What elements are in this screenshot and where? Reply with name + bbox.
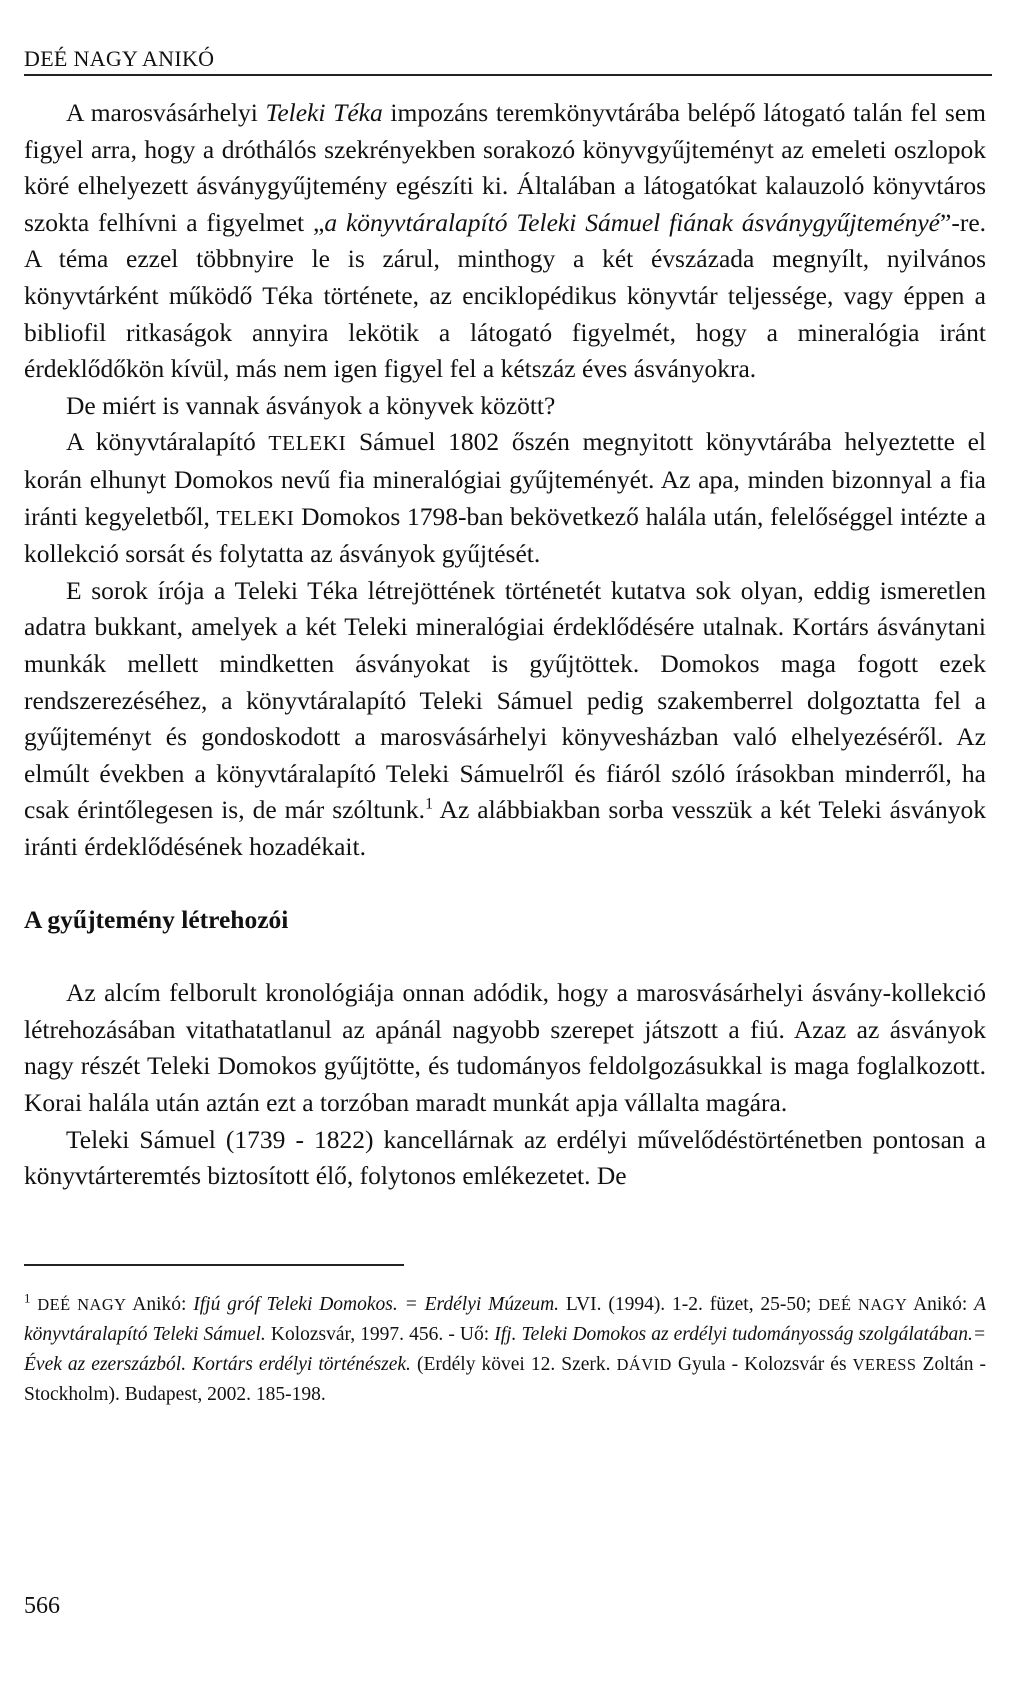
paragraph-2: De miért is vannak ásványok a könyvek között?	[66, 390, 556, 420]
running-header	[24, 42, 992, 76]
paragraph-6: Teleki Sámuel (1739 - 1822) kancellárnak az erdélyi művelődéstörténetben pontosan a könyvtárteremtés biztosított élő, folytonos emlékezetet. De	[24, 1124, 986, 1191]
footnote-number: 1	[24, 1290, 31, 1306]
paragraph-5: Az alcím felborult kronológiája onnan adódik, hogy a marosvásárhelyi ásvány-kollekció létrehozásában vitathatatlanul az apánál nagyobb szerepet játszott a fiú. Azaz az ásványok nagy részét Teleki Domokos gyűjtötte, és tudományos feldolgozásukkal is maga foglalkozott. Korai halála után aztán ezt a torzóban maradt munkát apja vállalta magára.	[24, 978, 986, 1118]
italic-quote: a könyvtáralapító Teleki Sámuel fiának ásványgyűjteményé	[324, 207, 941, 237]
footnote-divider	[24, 1264, 404, 1266]
paragraph-4: E sorok írója a Teleki Téka létrejöttének történetét kutatva sok olyan, eddig ismeretlen adatra bukkant, amelyek a két Teleki mineralógiai érdeklődésére utalnak. Kortárs ásványtani munkák mellett mindketten ásványokat is gyűjtöttek. Domokos maga fogott ezek rendszerezéséhez, a könyvtáralapító Teleki Sámuel pedig szakemberrel dolgoztatta fel a gyűjteményt és gondoskodott a marosvásárhelyi könyvesházban való elhelyezéséről. Az elmúlt években a könyvtáralapító Teleki Sámuelről és fiáról szóló írásokban minderről, ha csak érintőlegesen is, de már szóltunk.$^1$ Az alábbiakban sorba vesszük a két Teleki ásványok iránti érdeklődésének hozadékait.	[24, 575, 986, 861]
footnote: $^1$ DEÉ NAGY Anikó: Ifjú gróf Teleki Domokos. = Erdélyi Múzeum. LVI. (1994). 1-2. füzet, 25-50; DEÉ NAGY Anikó: A könyvtáralapító Teleki Sámuel. Kolozsvár, 1997. 456. - Uő: Ifj. Teleki Domokos az erdélyi tudományosság szolgálatában.= Évek az ezerszázból. Kortárs erdélyi történészek. (Erdély kövei 12. Szerk. DÁVID Gyula - Kolozsvár és VERESS Zoltán - Stockholm). Budapest, 2002. 185-198.	[24, 1290, 987, 1405]
paragraph-1: A marosvásárhelyi Teleki Téka impozáns teremkönyvtárába belépő látogató talán fel sem figyel arra, hogy a dróthálós szekrényekben sorakozó könyvgyűjteményt az emeleti oszlopok köré elhelyezett ásványgyűjtemény egészíti ki. Általában a látogatókat kalauzoló könyvtáros szokta felhívni a figyelmet „a könyvtáralapító Teleki Sámuel fiának ásványgyűjteményé”-re. A téma ezzel többnyire le is zárul, minthogy a két évszázada megnyílt, nyilvános könyvtárként működő Téka története, az enciklopédikus könyvtár teljessége, vagy éppen a bibliofil ritkaságok annyira lekötik a látogató figyelmét, hogy a mineralógia iránt érdeklődőkön kívül, más nem igen figyel fel a kétszáz éves ásványokra.	[24, 98, 987, 384]
page-number: 566	[24, 1593, 60, 1619]
footnote-ref[interactable]: 1	[425, 795, 433, 813]
italic-title: Teleki Téka	[265, 98, 383, 127]
main-text	[24, 95, 986, 1195]
section-heading: A gyűjtemény létrehozói	[24, 905, 289, 935]
paragraph-3: A könyvtáralapító TELEKI Sámuel 1802 őszén megnyitott könyvtárába helyeztette el korán elhunyt Domokos nevű fia mineralógiai gyűjteményét. Az apa, minden bizonnyal a fia iránti kegyeletből, TELEKI Domokos 1798-ban bekövetkező halála után, felelőséggel intézte a kollekció sorsát és folytatta az ásványok gyűjtését.	[24, 427, 987, 569]
header-author: DEÉ NAGY ANIKÓ	[24, 46, 215, 71]
